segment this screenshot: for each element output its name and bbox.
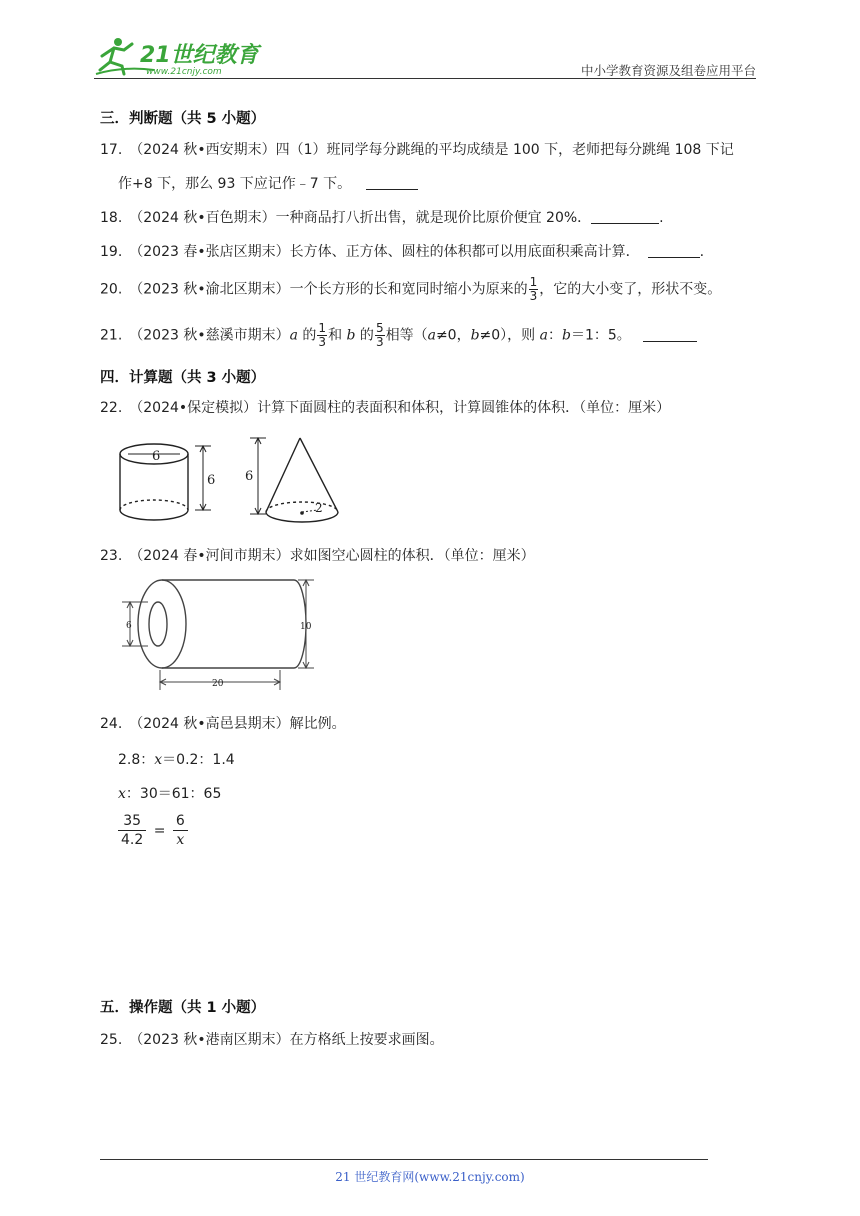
var-b: b bbox=[470, 327, 480, 344]
fraction-five-thirds: $\frac{5}{3}$ bbox=[375, 321, 384, 349]
cylinder-height-label: 6 bbox=[207, 473, 216, 488]
cylinder-diameter-label: 6 bbox=[152, 449, 161, 464]
question-23-text: 23. （2024 春•河间市期末）求如图空心圆柱的体积．（单位：厘米） bbox=[100, 548, 535, 564]
question-17-line2 bbox=[118, 174, 418, 194]
section-heading-calculation: 四．计算题（共 3 小题） bbox=[100, 370, 266, 386]
equals-sign: = bbox=[153, 822, 166, 839]
answer-blank-21[interactable] bbox=[643, 327, 697, 342]
text-de: 的 bbox=[355, 327, 374, 344]
answer-blank-17[interactable] bbox=[366, 175, 418, 190]
outer-end-ellipse bbox=[138, 580, 186, 668]
text-ne: ≠0， bbox=[435, 327, 471, 344]
cone-diagram bbox=[250, 438, 338, 522]
section-heading-judgment: 三．判断题（共 5 小题） bbox=[100, 111, 266, 127]
question-20-post: ，它的大小变了，形状不变。 bbox=[539, 281, 722, 298]
equation-1-pre: 2.8： bbox=[118, 752, 155, 768]
cone-height-label: 6 bbox=[245, 469, 254, 484]
question-19-tail: . bbox=[699, 244, 705, 260]
question-18-tail: . bbox=[659, 210, 664, 226]
cone-radius-label: 2 bbox=[315, 501, 323, 515]
var-b: b bbox=[562, 327, 571, 344]
equation-2-post: ：30＝61：65 bbox=[125, 786, 222, 802]
question-20-pre: 20. （2023 秋•渝北区期末）一个长方形的长和宽同时缩小为原来的 bbox=[100, 281, 528, 298]
footer-divider bbox=[100, 1159, 708, 1160]
equation-2 bbox=[118, 783, 221, 803]
question-20 bbox=[100, 276, 721, 303]
fraction-6-over-x: $\frac{6}{x}$ bbox=[173, 812, 188, 849]
site-logo bbox=[94, 36, 264, 78]
cylinder-cone-figure bbox=[112, 432, 352, 532]
cylinder-diagram bbox=[120, 444, 211, 520]
question-22-text: 22. （2024•保定模拟）计算下面圆柱的表面积和体积，计算圆锥体的体积．（单位：厘米） bbox=[100, 400, 671, 416]
text-de: 的 bbox=[297, 327, 317, 344]
section-heading-operation: 五．操作题（共 1 小题） bbox=[100, 1000, 266, 1016]
fraction-one-third: $\frac{1}{3}$ bbox=[529, 275, 538, 303]
equation-3 bbox=[118, 812, 188, 849]
question-17-line1: 17. （2024 秋•西安期末）四（1）班同学每分跳绳的平均成绩是 100 下，老师把每分跳绳 108 下记 bbox=[100, 142, 734, 158]
question-17-line2-text: 作+8 下，那么 93 下应记作﹣7 下。 bbox=[118, 176, 352, 192]
fraction-35-over-4.2: $\frac{35}{4.2}$ bbox=[118, 812, 146, 849]
question-19 bbox=[100, 242, 704, 262]
text-ne: ≠0），则 bbox=[479, 327, 540, 344]
text-colon: ： bbox=[548, 327, 562, 344]
inner-hole-ellipse bbox=[149, 602, 167, 646]
hollow-cylinder-figure bbox=[118, 572, 328, 696]
length-label: 20 bbox=[212, 679, 224, 689]
question-18 bbox=[100, 208, 664, 228]
equation-1-post: ＝0.2：1.4 bbox=[162, 752, 235, 768]
var-x: x bbox=[118, 786, 126, 802]
answer-blank-19[interactable] bbox=[648, 243, 700, 258]
platform-title: 中小学教育资源及组卷应用平台 bbox=[580, 63, 756, 78]
var-a: a bbox=[539, 327, 548, 344]
text-he: 和 bbox=[328, 327, 347, 344]
logo-text: 21世纪教育 bbox=[140, 43, 259, 68]
var-a: a bbox=[289, 327, 298, 344]
var-x: x bbox=[154, 752, 163, 768]
question-19-text: 19. （2023 春•张店区期末）长方体、正方体、圆柱的体积都可以用底面积乘高计算． bbox=[100, 244, 640, 260]
question-24-text: 24. （2024 秋•高邑县期末）解比例。 bbox=[100, 716, 346, 732]
question-21-pre: 21. （2023 秋•慈溪市期末） bbox=[100, 327, 290, 344]
question-18-text: 18. （2024 秋•百色期末）一种商品打八折出售，就是现价比原价便宜 20%． bbox=[100, 210, 592, 226]
question-21-post: ＝1：5。 bbox=[570, 327, 631, 344]
equation-1 bbox=[118, 749, 235, 769]
logo-url: www.21cnjy.com bbox=[146, 67, 222, 77]
var-b: b bbox=[346, 327, 356, 344]
text-equal: 相等（ bbox=[385, 327, 428, 344]
question-21 bbox=[100, 322, 697, 349]
outer-diameter-label: 10 bbox=[300, 622, 312, 632]
var-a: a bbox=[427, 327, 436, 344]
fraction-one-third: $\frac{1}{3}$ bbox=[318, 321, 327, 349]
footer-text: 21 世纪教育网(www.21cnjy.com) bbox=[335, 1170, 525, 1184]
answer-blank-18[interactable] bbox=[591, 209, 659, 224]
question-25-text: 25. （2023 秋•港南区期末）在方格纸上按要求画图。 bbox=[100, 1032, 444, 1048]
inner-diameter-label: 6 bbox=[126, 621, 132, 631]
header-divider bbox=[94, 78, 756, 79]
